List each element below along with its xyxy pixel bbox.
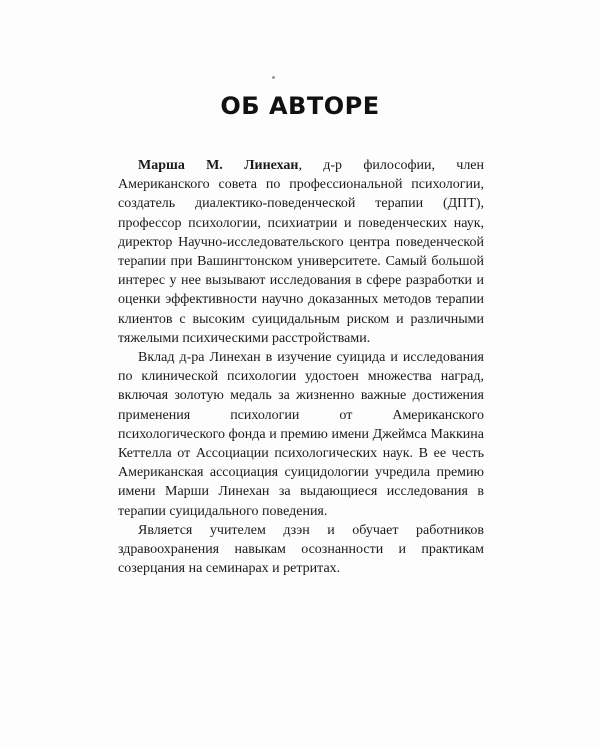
paragraph-1 [118, 156, 484, 348]
page-title: ОБ АВТОРЕ [220, 92, 380, 120]
about-author-text [118, 156, 484, 578]
paragraph-1-text: , д-р философии, член Американского совета по профессиональной психологии, создатель диалектико-поведенческой терапии (ДПТ), профессор психологии, психиатрии и поведенческих наук, директор Научно-исследовательского центра поведенческой терапии при Вашингтонском университете. Самый большой интерес у нее вызывают исследования в сфере разработки и оценки эффективности научно доказанных методов терапии клиентов с высоким суицидальным риском и различными тяжелыми психическими расстройствами. [118, 158, 485, 346]
paragraph-3: Является учителем дзэн и обучает работников здравоохранения навыкам осознанности и практикам созерцания на семинарах и ретритах. [118, 522, 484, 577]
author-name: Марша М. Линехан [138, 158, 299, 173]
paragraph-2: Вклад д-ра Линехан в изучение суицида и исследования по клинической психологии удостоен множества наград, включая золотую медаль за жизненно важные достижения применения психологии от Американского психологического фонда и премию имени Джеймса Маккина Кеттелла от Ассоциации психологических наук. В ее честь Американская ассоциация суицидологии учредила премию имени Марши Линехан за выдающиеся исследования в терапии суицидального поведения. [118, 350, 484, 519]
print-speck [272, 76, 275, 79]
